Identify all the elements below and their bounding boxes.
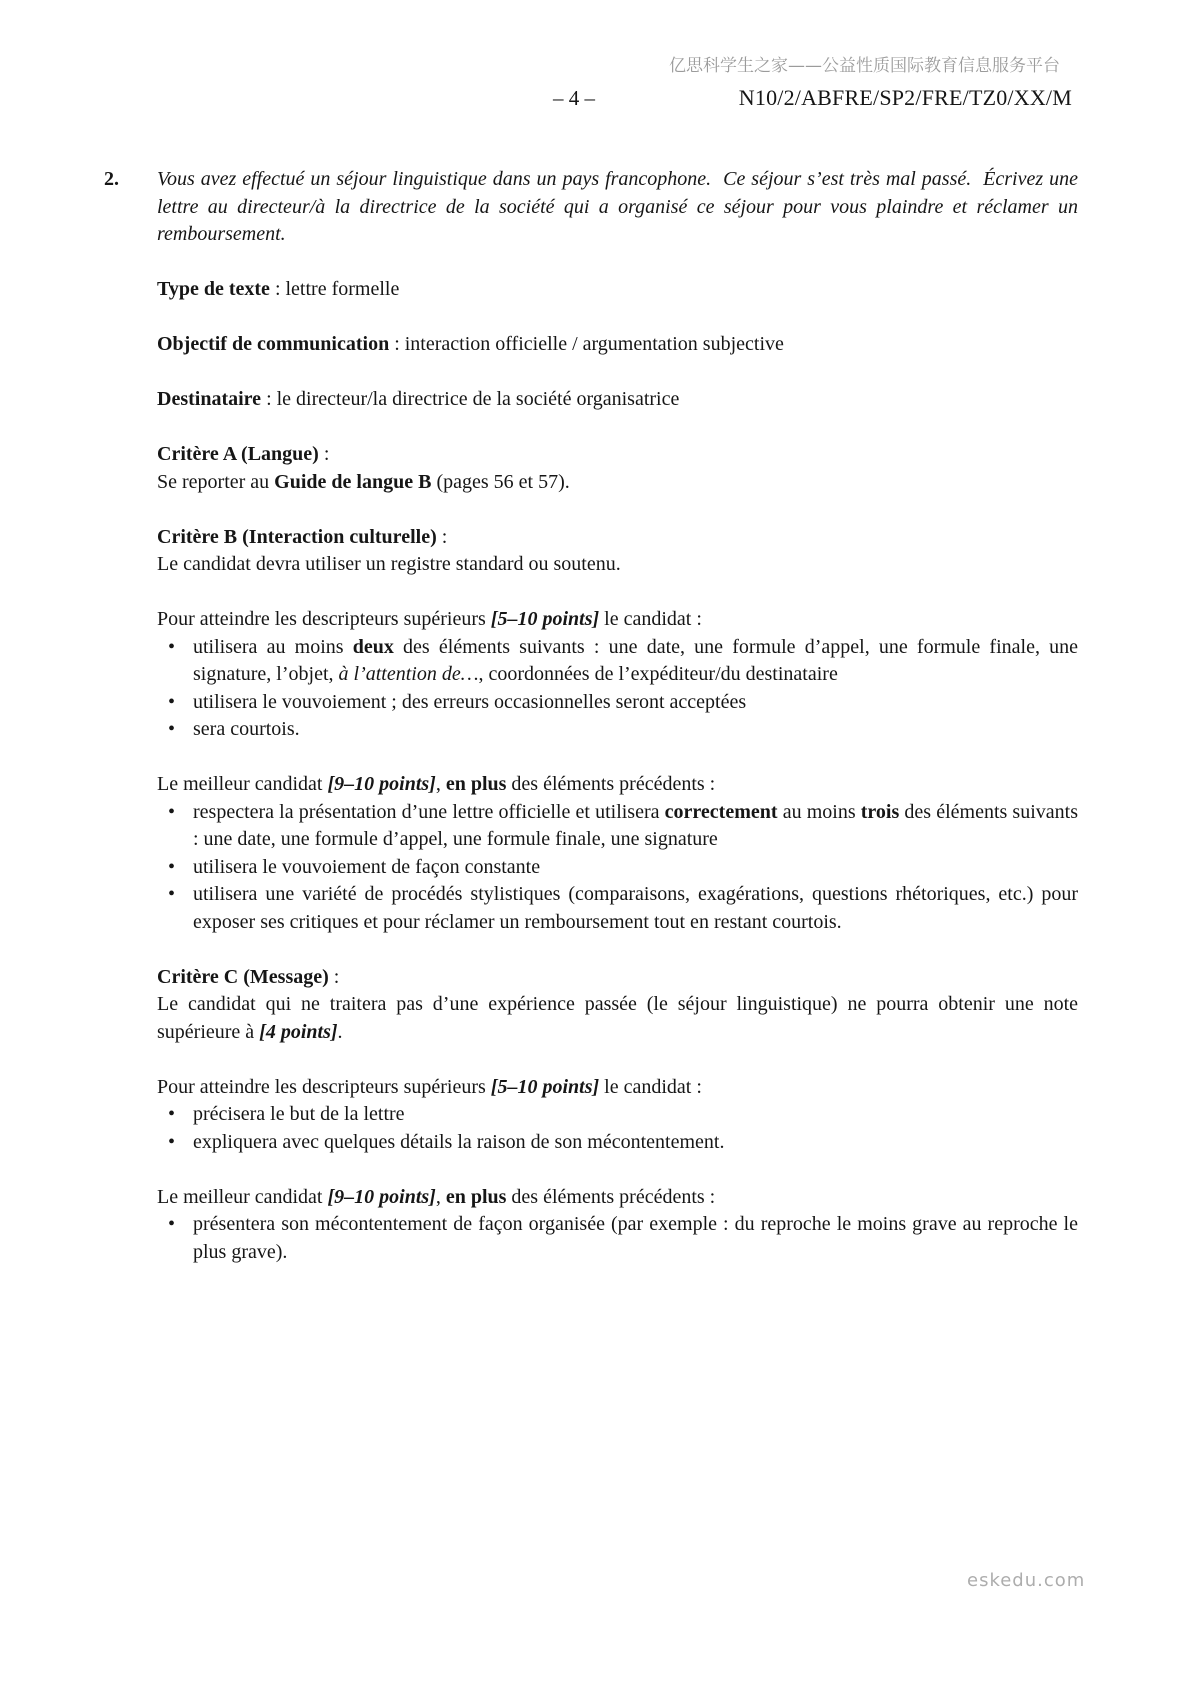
critere-a-heading bbox=[157, 441, 1078, 469]
text-run: en plus bbox=[445, 1185, 507, 1208]
watermark: eskedu.com bbox=[967, 1570, 1086, 1591]
text-run: Objectif de communication bbox=[157, 333, 390, 355]
text-run: Pour atteindre les descripteurs supérieurs bbox=[157, 608, 491, 630]
text-run: en plus bbox=[445, 773, 507, 795]
bullet-text bbox=[193, 634, 1078, 689]
text-run: expliquera avec quelques détails la raison de son mécontentement. bbox=[193, 1130, 725, 1153]
text-run: Le meilleur candidat bbox=[157, 1185, 328, 1208]
text-run: utilisera le vouvoiement ; des erreurs occasionnelles seront acceptées bbox=[193, 690, 747, 713]
text-run: des éléments suivants : une date, une formule d’appel, une formule finale, une signature bbox=[193, 800, 1078, 850]
text-run: : interaction officielle / argumentation subjective bbox=[389, 333, 784, 355]
text-run: : bbox=[328, 965, 340, 988]
bullet-text bbox=[193, 716, 1078, 744]
text-run: Le meilleur candidat bbox=[157, 773, 328, 795]
bullet-marker: • bbox=[168, 1130, 176, 1153]
text-run: le candidat : bbox=[599, 608, 702, 630]
text-run: précisera le but de la lettre bbox=[193, 1103, 405, 1125]
bullet-marker: • bbox=[168, 883, 176, 905]
text-run: . bbox=[337, 1020, 343, 1043]
critere-b-best-bullet-presentation bbox=[168, 799, 1078, 854]
objectif-de-communication bbox=[157, 331, 1078, 359]
critere-c-best-bullet-organise bbox=[168, 1211, 1078, 1266]
critere-b-body bbox=[157, 551, 1078, 579]
text-run: présentera son mécontentement de façon organisée (par exemple : du reproche le moins grave au reproche le plus grave). bbox=[193, 1213, 1078, 1263]
text-run: Critère B (Interaction culturelle) bbox=[157, 525, 437, 548]
destinataire bbox=[157, 386, 1078, 414]
text-run: Guide de langue B bbox=[274, 470, 432, 493]
bullet-marker: • bbox=[168, 1103, 176, 1125]
bullet-text bbox=[193, 1211, 1078, 1266]
text-run: utilisera une variété de procédés stylistiques (comparaisons, exagérations, questions rhétoriques, etc.) pour exposer ses critiques et pour réclamer un remboursement tout en restant courtois. bbox=[193, 883, 1078, 933]
text-run: à l’attention de… bbox=[338, 663, 479, 685]
critere-c-best-intro bbox=[157, 1184, 1078, 1212]
bullet-text bbox=[193, 854, 1078, 882]
bullet-text bbox=[193, 1129, 1078, 1157]
bullet-marker: • bbox=[168, 690, 176, 713]
bullet-text bbox=[193, 689, 1078, 717]
bullet-marker: • bbox=[168, 1213, 176, 1235]
text-run: Le candidat qui ne traitera pas d’une expérience passée (le séjour linguistique) ne pourra obtenir une note supérieure à bbox=[157, 993, 1078, 1043]
critere-c-heading bbox=[157, 964, 1078, 992]
text-run: Le candidat devra utiliser un registre standard ou soutenu. bbox=[157, 553, 621, 575]
text-run: des éléments suivants : une date, une formule d’appel, une formule finale, une signature, l’objet, bbox=[193, 635, 1079, 685]
text-run: [5–10 points] bbox=[490, 1075, 600, 1098]
text-run: Se reporter au bbox=[157, 470, 275, 493]
text-run: [9–10 points] bbox=[327, 1185, 436, 1208]
bullet-text bbox=[193, 1101, 1078, 1129]
text-run: Critère A (Langue) bbox=[157, 443, 319, 465]
text-run: : bbox=[318, 443, 330, 465]
text-run: : le directeur/la directrice de la société organisatrice bbox=[261, 388, 680, 410]
text-run: trois bbox=[860, 800, 900, 823]
bullet-marker: • bbox=[168, 635, 176, 658]
bullet-text bbox=[193, 799, 1078, 854]
text-run: au moins bbox=[777, 800, 861, 823]
critere-b-best-intro bbox=[157, 771, 1078, 799]
text-run: Critère C (Message) bbox=[157, 965, 329, 988]
bullet-marker: • bbox=[168, 718, 176, 740]
text-run: Type de texte bbox=[157, 278, 270, 300]
text-run: utilisera au moins bbox=[193, 635, 353, 658]
text-run: respectera la présentation d’une lettre officielle et utilisera bbox=[193, 800, 665, 823]
text-run: Pour atteindre les descripteurs supérieurs bbox=[157, 1075, 491, 1098]
critere-b-best-bullet-stylistique bbox=[168, 881, 1078, 936]
text-run: utilisera le vouvoiement de façon constante bbox=[193, 855, 541, 878]
critere-b-upper-intro bbox=[157, 606, 1078, 634]
critere-c-body bbox=[157, 991, 1078, 1046]
page-number: – 4 – bbox=[553, 86, 595, 110]
text-run: des éléments précédents : bbox=[506, 1185, 716, 1208]
site-banner: 亿思科学生之家——公益性质国际教育信息服务平台 bbox=[669, 56, 1060, 76]
critere-b-heading bbox=[157, 524, 1078, 552]
critere-b-best-bullet-vouvoiement bbox=[168, 854, 1078, 882]
critere-c-upper-bullet-but bbox=[168, 1101, 1078, 1129]
text-run: [9–10 points] bbox=[327, 773, 436, 795]
text-run: : lettre formelle bbox=[269, 278, 400, 300]
text-run: (pages 56 et 57). bbox=[431, 470, 570, 493]
type-de-texte bbox=[157, 276, 1078, 304]
text-run: des éléments précédents : bbox=[506, 773, 716, 795]
text-run: le candidat : bbox=[599, 1075, 702, 1098]
bullet-text bbox=[193, 881, 1078, 936]
critere-b-upper-bullet-courtois bbox=[168, 716, 1078, 744]
critere-c-upper-intro bbox=[157, 1074, 1078, 1102]
paper-code: N10/2/ABFRE/SP2/FRE/TZ0/XX/M bbox=[738, 85, 1072, 110]
question-number: 2. bbox=[104, 168, 119, 190]
question-2 bbox=[104, 166, 1078, 249]
critere-b-upper-bullet-elements bbox=[168, 634, 1078, 689]
text-run: Vous avez effectué un séjour linguistique dans un pays francophone. Ce séjour s’est très mal passé. Écrivez une lettre au directeur/à la directrice de la société qui a organisé ce séjour pour vous plaindre et réclamer un remboursement. bbox=[157, 168, 1078, 245]
bullet-marker: • bbox=[168, 855, 176, 878]
document-content bbox=[104, 166, 1078, 1266]
bullet-marker: • bbox=[168, 800, 176, 823]
text-run: deux bbox=[352, 635, 394, 658]
text-run: [4 points] bbox=[259, 1020, 338, 1043]
text-run: , bbox=[435, 773, 446, 795]
critere-b-upper-bullet-vouvoiement bbox=[168, 689, 1078, 717]
question-text bbox=[157, 166, 1078, 249]
critere-a-body bbox=[157, 469, 1078, 497]
text-run: : bbox=[436, 525, 448, 548]
text-run: , bbox=[435, 1185, 446, 1208]
text-run: , coordonnées de l’expéditeur/du destinataire bbox=[478, 663, 838, 685]
text-run: sera courtois. bbox=[193, 718, 300, 740]
text-run: [5–10 points] bbox=[490, 608, 600, 630]
text-run: Destinataire bbox=[157, 388, 262, 410]
text-run: correctement bbox=[664, 800, 778, 823]
critere-c-upper-bullet-details bbox=[168, 1129, 1078, 1157]
